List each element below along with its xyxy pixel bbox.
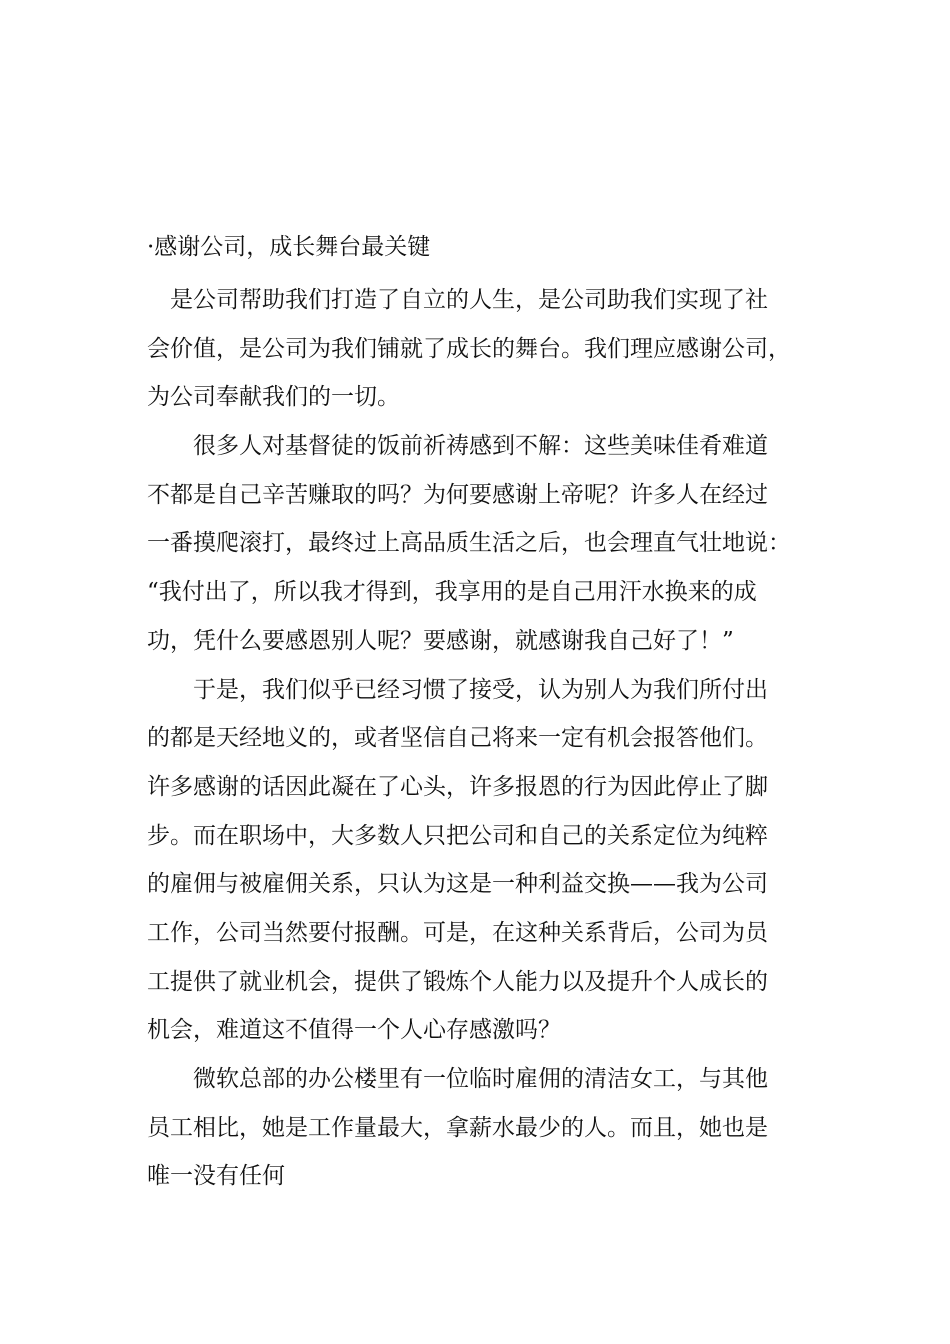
paragraph-line: 工提供了就业机会，提供了锻炼个人能力以及提升个人成长的 [147,968,768,995]
paragraph-line: 工作，公司当然要付报酬。可是，在这种关系背后，公司为员 [147,919,768,946]
paragraph-line: 微软总部的办公楼里有一位临时雇佣的清洁女工，与其他 [147,1066,768,1092]
paragraph-line: 唯一没有任何 [147,1163,285,1190]
paragraph-line: 于是，我们似乎已经习惯了接受，认为别人为我们所付出 [147,676,768,703]
paragraph-line: 员工相比，她是工作量最大，拿薪水最少的人。而且，她也是 [147,1114,768,1141]
paragraph-line: 的都是天经地义的，或者坚信自己将来一定有机会报答他们。 [147,725,768,752]
paragraph-line: 步。而在职场中，大多数人只把公司和自己的关系定位为纯粹 [147,822,768,849]
paragraph-line: 为公司奉献我们的一切。 [147,384,400,411]
paragraph-line: 一番摸爬滚打，最终过上高品质生活之后，也会理直气壮地说： [147,530,791,557]
paragraph-line: 很多人对基督徒的饭前祈祷感到不解：这些美味佳肴难道 [147,433,768,460]
paragraph-line: 功，凭什么要感恩别人呢？要感谢，就感谢我自己好了！” [147,627,734,654]
paragraph-line: 许多感谢的话因此凝在了心头，许多报恩的行为因此停止了脚 [147,773,768,800]
paragraph-line: 的雇佣与被雇佣关系，只认为这是一种利益交换——我为公司 [147,871,768,898]
section-heading: ·感谢公司，成长舞台最关键 [147,234,431,260]
paragraph-line: 机会，难道这不值得一个人心存感激吗？ [147,1017,561,1044]
paragraph-line: 是公司帮助我们打造了自立的人生，是公司助我们实现了社 [147,287,768,313]
document-body [147,276,827,1201]
paragraph-line: 会价值，是公司为我们铺就了成长的舞台。我们理应感谢公司， [147,335,791,362]
paragraph-line: “我付出了，所以我才得到，我享用的是自己用汗水换来的成 [147,579,757,606]
paragraph-line: 不都是自己辛苦赚取的吗？为何要感谢上帝呢？许多人在经过 [147,481,768,508]
